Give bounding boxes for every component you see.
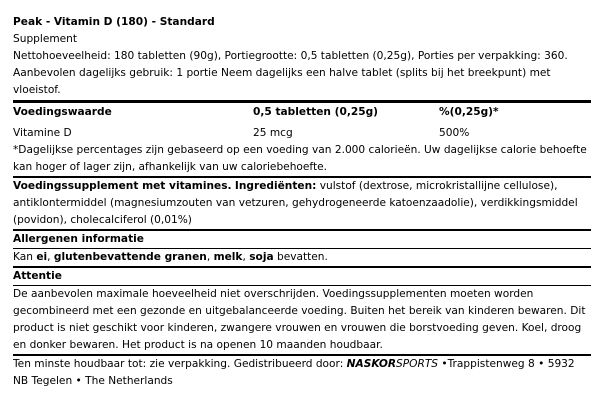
warning-heading: Attentie	[13, 270, 62, 282]
nutrient-name: Vitamine D	[13, 127, 72, 139]
ingredients-label: Ingrediënten:	[234, 180, 317, 192]
address: •Trappistenweg 8 • 5932 NB Tegelen • The Netherlands	[13, 358, 575, 387]
allergen-item: melk	[213, 251, 243, 263]
warning-text: De aanbevolen maximale hoeveelheid niet overschrijden. Voedingssupplementen moeten worden gecombineerd met een gezonde en uitgebalanceerde voeding. Buiten het bereik van kinderen bewaren. Dit product is niet geschikt voor kinderen, zwangere vrouwen en vrouwen die borstvoeding geven. Koel, droog en donker bewaren. Het product is na openen 10 maanden houdbaar.	[13, 288, 586, 351]
allergen-item: glutenbevattende granen	[53, 251, 207, 263]
nutrition-header	[13, 103, 591, 121]
allergens-heading: Allergenen informatie	[13, 233, 144, 245]
allergen-item: ei	[36, 251, 48, 263]
brand-name-italic: SPORTS	[396, 358, 439, 370]
nutrition-label	[13, 14, 591, 390]
footer: Ten minste houdbaar tot: zie verpakking. Gedistribueerd door: NASKORSPORTS •Trappistenweg 8 • 5932 NB Tegelen • The Netherlands	[13, 358, 575, 387]
nutrition-footnote: *Dagelijkse percentages zijn gebaseerd op een voeding van 2.000 calorieën. Uw dagelijkse calorie behoefte kan hoger of lager zijn, afhankelijk van uw caloriebehoefte.	[13, 144, 587, 173]
product-info: Nettohoeveelheid: 180 tabletten (90g), Portiegrootte: 0,5 tabletten (0,25g), Porties per verpakking: 360. Aanbevolen dagelijks gebruik: 1 portie Neem dagelijks een halve tablet (splits bij het breekpunt) met vloeistof.	[13, 50, 568, 96]
ingredients-lead: Voedingssupplement met vitamines.	[13, 180, 232, 192]
product-title: Peak - Vitamin D (180) - Standard	[13, 16, 215, 28]
ingredients	[13, 178, 591, 229]
nutrition-header-percent: %(0,25g)*	[439, 106, 499, 118]
allergens-text: Kan ei, glutenbevattende granen, melk, soja bevatten.	[13, 251, 328, 263]
nutrient-percent: 500%	[439, 127, 470, 139]
ingredients-text: vulstof (dextrose, microkristallijne cellulose), antiklontermiddel (magnesiumzouten van vetzuren, gehydrogeneerde katoenzaadolie), verdikkingsmiddel (povidon), cholecalciferol (0,01%)	[13, 180, 578, 226]
brand-name-bold: NASKOR	[346, 358, 397, 370]
nutrition-header-serving: 0,5 tabletten (0,25g)	[253, 106, 379, 118]
nutrition-row	[13, 121, 591, 142]
allergen-item: soja	[249, 251, 274, 263]
nutrition-header-name: Voedingswaarde	[13, 106, 112, 118]
product-type: Supplement	[13, 33, 78, 45]
nutrient-amount: 25 mcg	[253, 127, 293, 139]
